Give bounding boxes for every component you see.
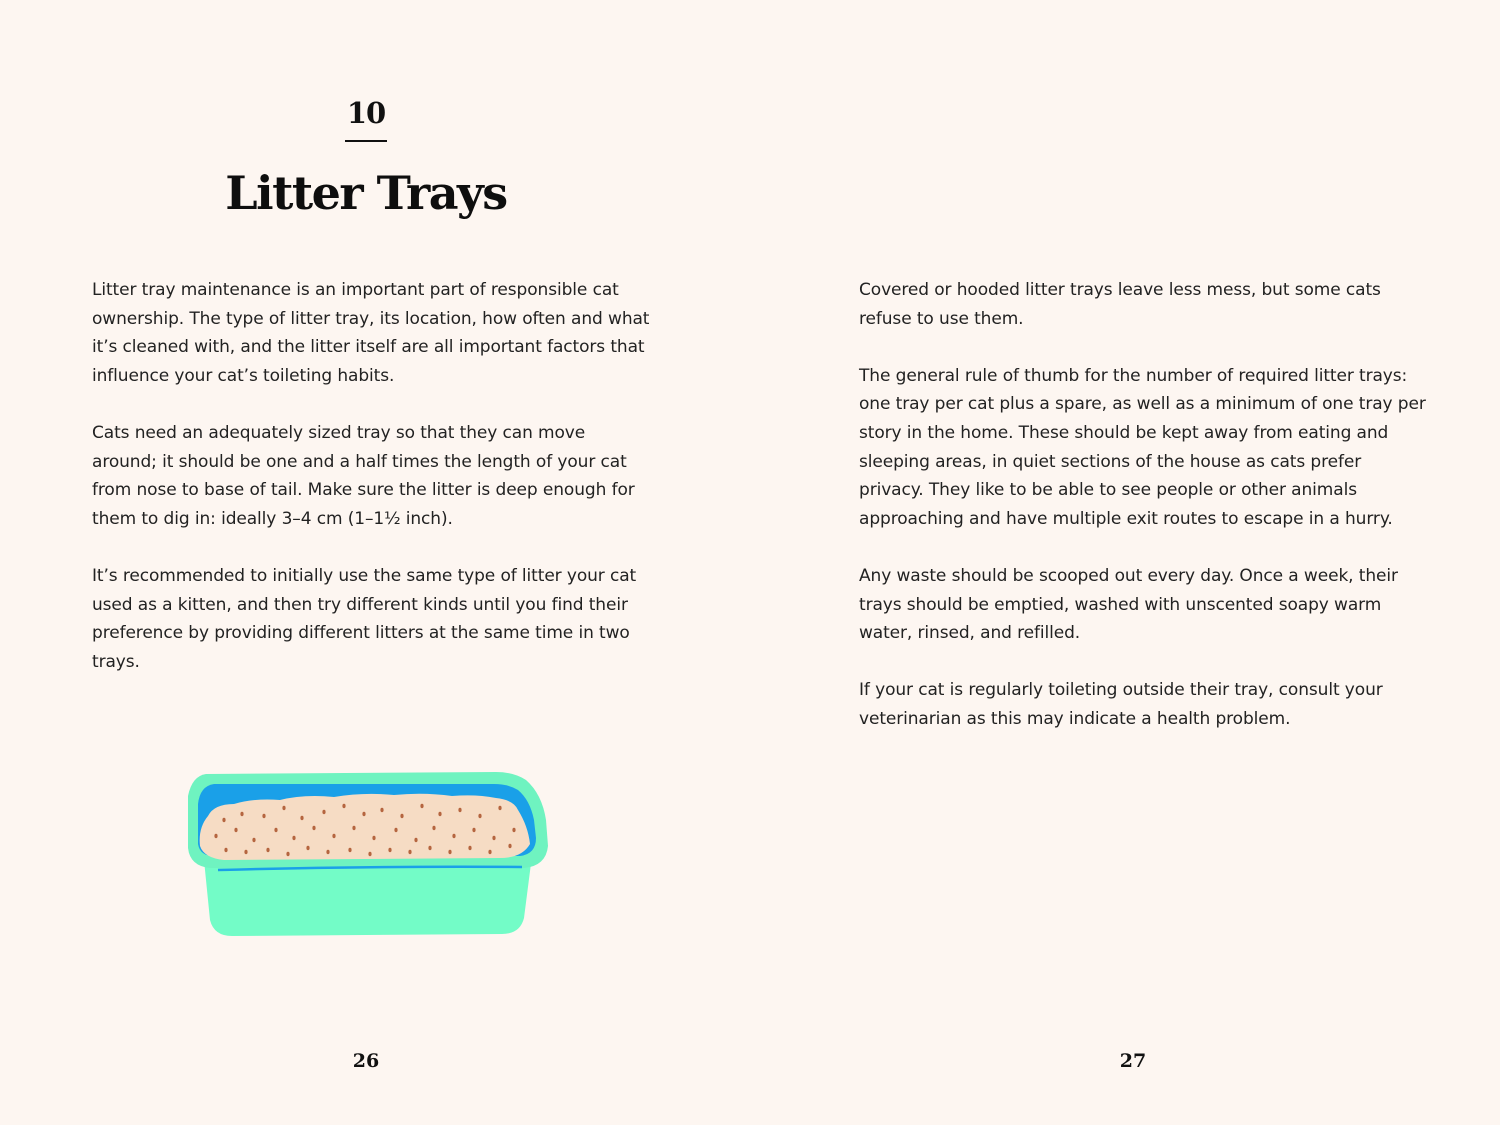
litter-tray-illustration [184, 770, 554, 942]
right-body-text [859, 276, 1429, 762]
paragraph: Litter tray maintenance is an important part of responsible cat ownership. The type of litter tray, its location, how often and what it’s cleaned with, and the litter itself are all important factors that influence your cat’s toileting habits. [92, 280, 650, 386]
paragraph: If your cat is regularly toileting outside their tray, consult your veterinarian as this may indicate a health problem. [859, 680, 1383, 729]
paragraph: Cats need an adequately sized tray so that they can move around; it should be one and a half times the length of your cat from nose to base of tail. Make sure the litter is deep enough for them to dig in: ideally 3–4 cm (1–1½ inch). [92, 422, 635, 529]
litter-tray-icon [184, 770, 554, 942]
page-number: 26 [352, 1050, 380, 1072]
paragraph: The general rule of thumb for the number of required litter trays: one tray per cat plus a spare, as well as a minimum of one tray per story in the home. These should be kept away from eating and sleeping areas, in quiet sections of the house as cats prefer privacy. They like to be able to see people or other animals approaching and have multiple exit routes to escape in a hurry. [859, 365, 1426, 529]
paragraph: Covered or hooded litter trays leave less mess, but some cats refuse to use them. [859, 280, 1381, 329]
page-number: 27 [1119, 1050, 1147, 1072]
chapter-number: 10 [346, 96, 386, 130]
right-page [750, 0, 1500, 1125]
left-body-text [92, 276, 652, 705]
chapter-title: Litter Trays [225, 166, 507, 220]
paragraph: Any waste should be scooped out every day. Once a week, their trays should be emptied, washed with unscented soapy warm water, rinsed, and refilled. [859, 565, 1398, 644]
paragraph: It’s recommended to initially use the same type of litter your cat used as a kitten, and then try different kinds until you find their preference by providing different litters at the same time in two trays. [92, 565, 637, 672]
chapter-rule-divider [345, 140, 387, 142]
